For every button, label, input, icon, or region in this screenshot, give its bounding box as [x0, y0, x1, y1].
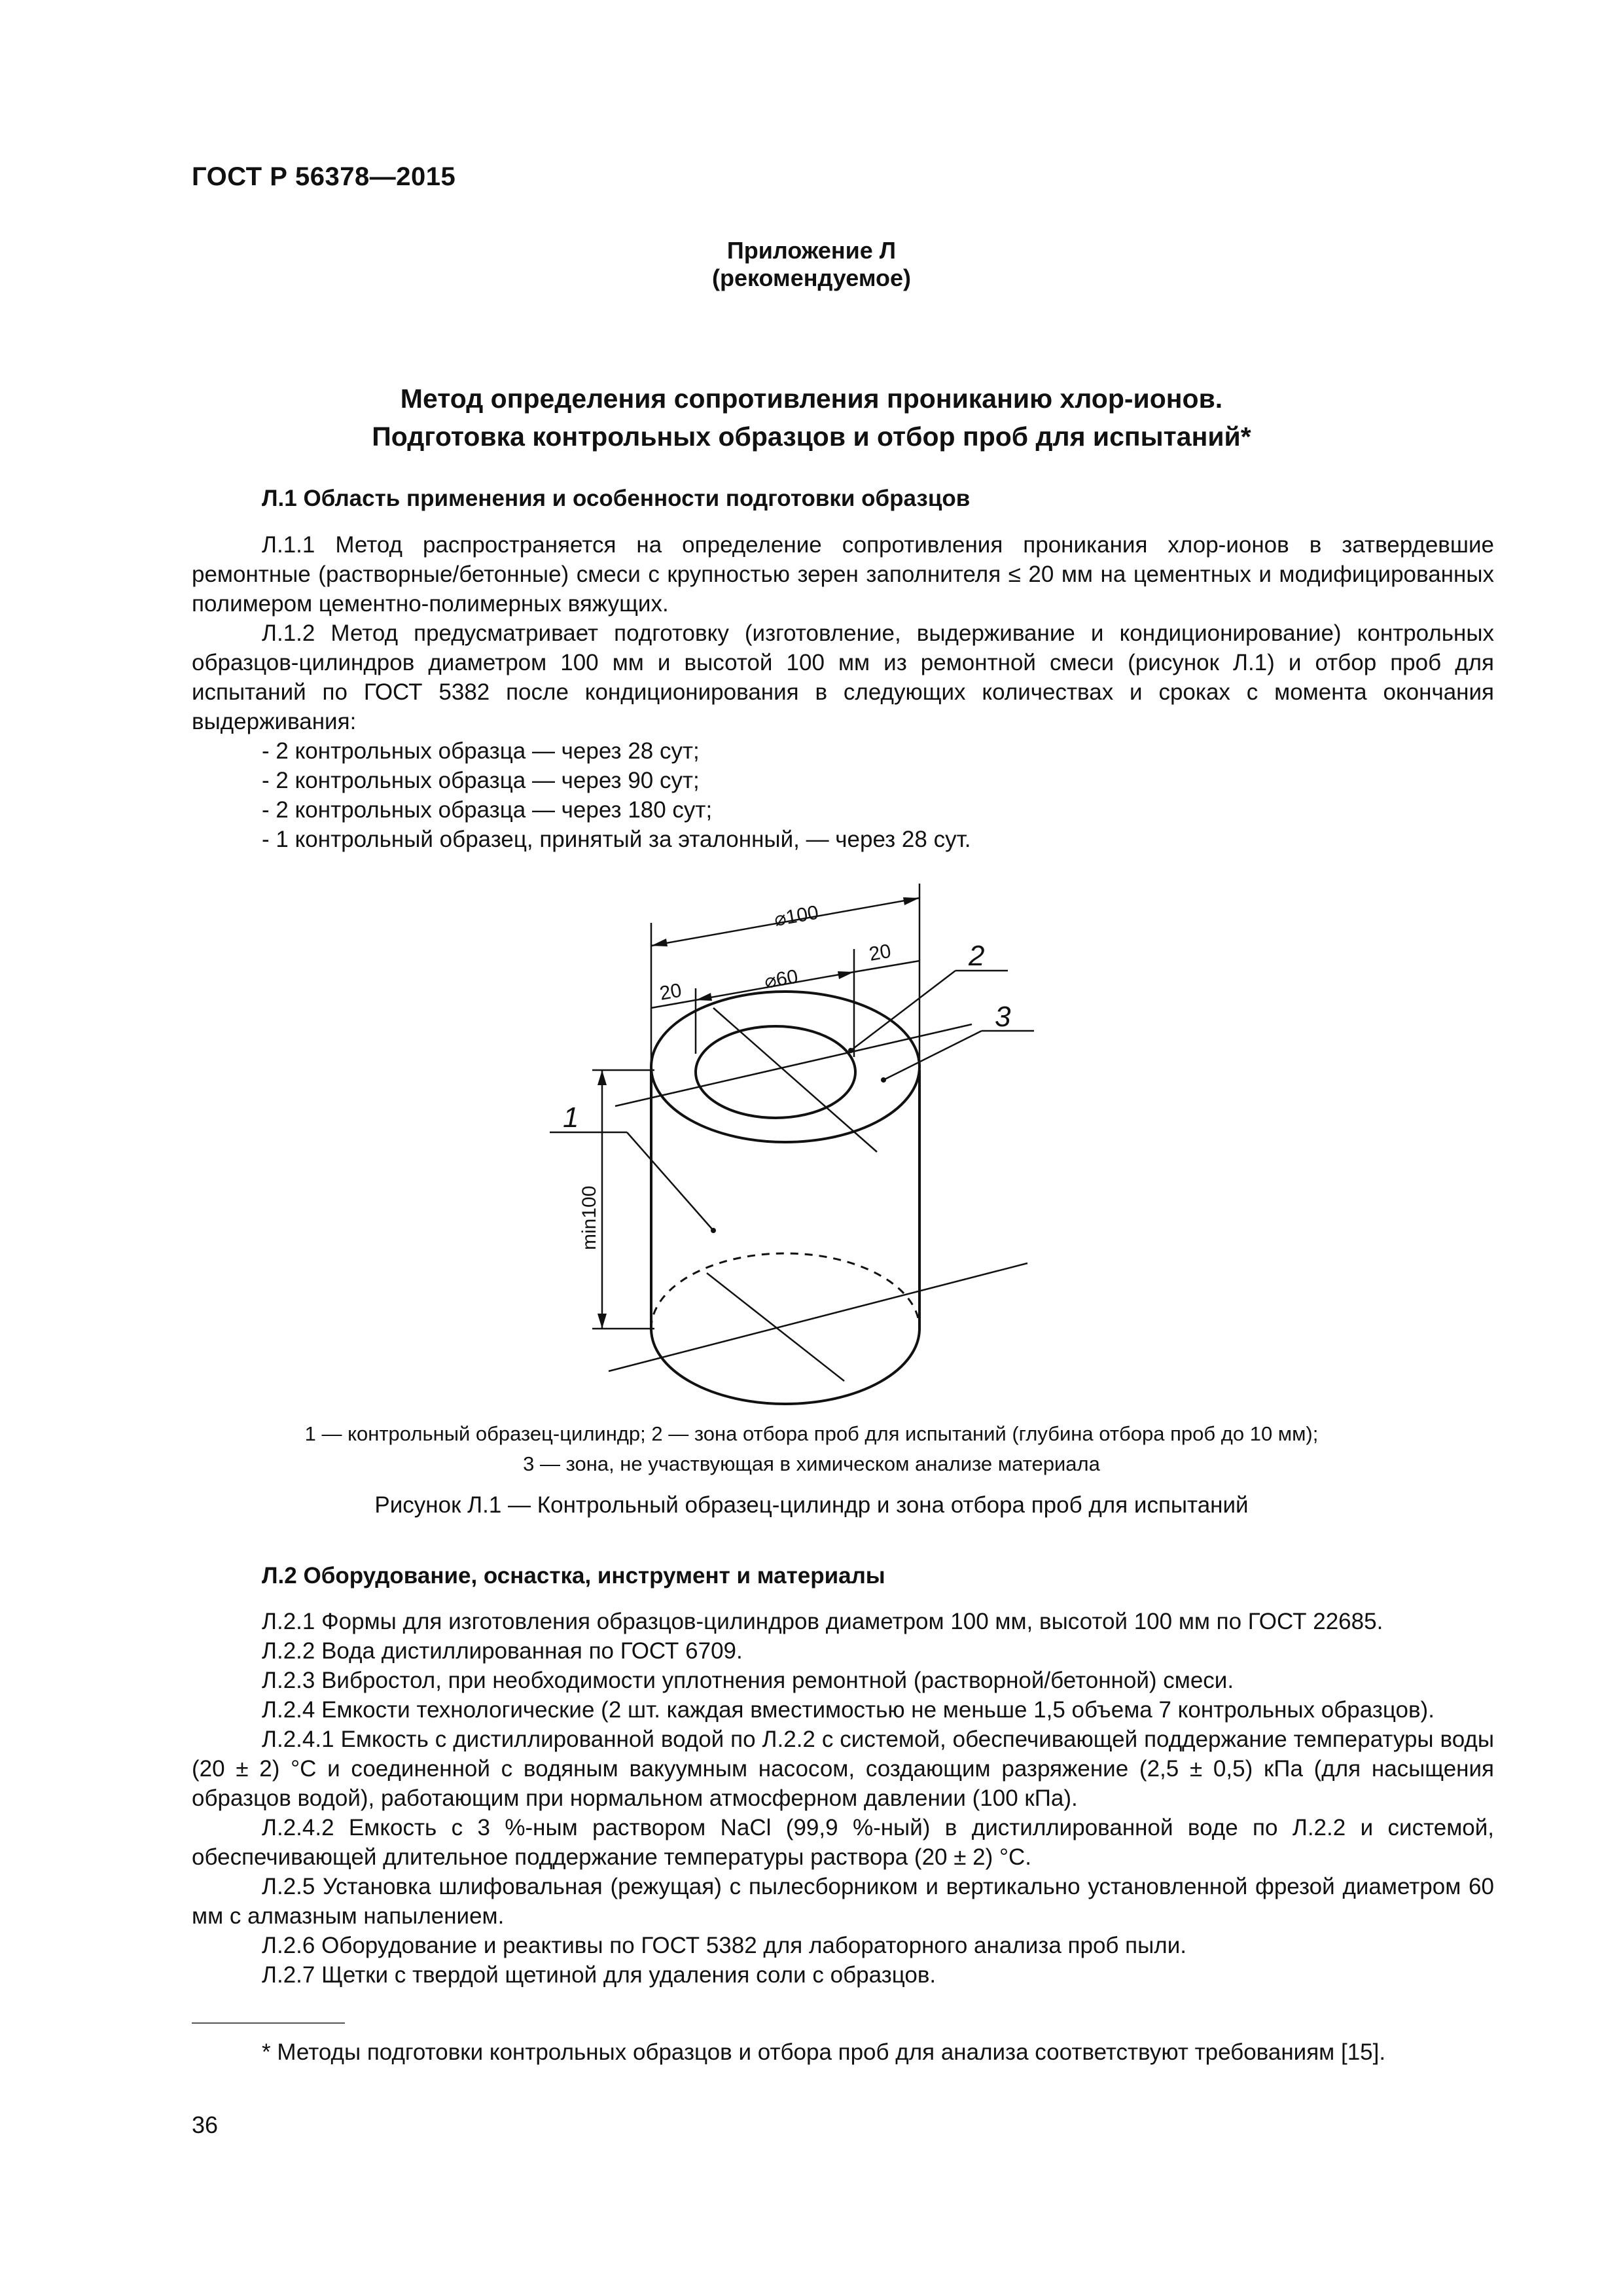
arrow-height-top — [597, 1070, 607, 1085]
axis-line-bottom-cross — [707, 1273, 844, 1381]
item-l-2-7: Л.2.7 Щетки с твердой щетиной для удаления соли с образцов. — [262, 1962, 936, 1988]
footnote-divider — [192, 2022, 345, 2024]
figure-caption: Рисунок Л.1 — Контрольный образец-цилиндр и зона отбора проб для испытаний — [374, 1492, 1249, 1518]
page-title — [0, 380, 1623, 456]
cylinder-drawing — [563, 884, 1086, 1394]
leader-2 — [851, 971, 955, 1050]
list-item: - 2 контрольных образца — через 180 сут; — [262, 797, 713, 823]
appendix-heading — [0, 237, 1623, 292]
leader-3 — [883, 1031, 982, 1080]
axis-line-bottom — [609, 1263, 1027, 1371]
paragraph-l-1-1: Л.1.1 Метод распространяется на определение сопротивления проникания хлор-ионов в затвердевшие ремонтные (растворные/бетонные) смеси с крупностью зерен заполнителя ≤ 20 мм на цементных и модифицированных полимером цементно-полимерных вяжущих. — [192, 532, 1494, 617]
marker-point-2 — [848, 1048, 853, 1053]
paragraph-l-2-5: Л.2.5 Установка шлифовальная (режущая) с пылесборником и вертикально установленной фрезой диаметром 60 мм с алмазным напылением. — [192, 1874, 1494, 1929]
arrow-outer-left — [651, 939, 668, 946]
item-l-2-4: Л.2.4 Емкости технологические (2 шт. каждая вместимостью не меньше 1,5 объема 7 контрольных образцов). — [262, 1697, 1435, 1723]
paragraph-l-2-4-2: Л.2.4.2 Емкость с 3 %-ным раствором NaCl (99,9 %-ный) в дистиллированной воде по Л.2.2 и системой, обеспечивающей длительное поддержание температуры раствора (20 ± 2) °С. — [192, 1815, 1494, 1870]
list-item: - 1 контрольный образец, принятый за эталонный, — через 28 сут. — [262, 827, 971, 852]
paragraph-l-1-2: Л.1.2 Метод предусматривает подготовку (изготовление, выдерживание и кондиционирование) контрольных образцов-цилиндров диаметром 100 мм и высотой 100 мм из ремонтной смеси (рисунок Л.1) и отбор проб для испытаний по ГОСТ 5382 после кондиционирования в следующих количествах и сроках с момента окончания выдерживания: — [192, 620, 1494, 734]
dim-height-label: min100 — [579, 1185, 600, 1250]
page-number: 36 — [192, 2111, 219, 2138]
cylinder-top-inner — [696, 1026, 855, 1118]
legend-line-2: 3 — зона, не участвующая в химическом анализе материала — [523, 1452, 1100, 1475]
dim-inner-label: ⌀60 — [762, 965, 800, 993]
dim-right-label: 20 — [867, 940, 893, 965]
legend-line-1: 1 — контрольный образец-цилиндр; 2 — зона отбора проб для испытаний (глубина отбора проб до 10 мм); — [304, 1422, 1319, 1445]
cylinder-figure — [563, 884, 1086, 1394]
item-l-2-6: Л.2.6 Оборудование и реактивы по ГОСТ 5382 для лабораторного анализа проб пыли. — [262, 1933, 1186, 1958]
footnote: * Методы подготовки контрольных образцов и отбора проб для анализа соответствуют требованиям [15]. — [262, 2039, 1386, 2065]
arrow-inner-left — [696, 993, 712, 1001]
item-l-2-1: Л.2.1 Формы для изготовления образцов-цилиндров диаметром 100 мм, высотой 100 мм по ГОСТ 22685. — [262, 1609, 1383, 1634]
item-l-2-3: Л.2.3 Вибростол, при необходимости уплотнения ремонтной (растворной/бетонной) смеси. — [262, 1668, 1234, 1693]
document-code: ГОСТ Р 56378—2015 — [192, 162, 456, 191]
list-item: - 2 контрольных образца — через 90 сут; — [262, 768, 700, 793]
appendix-status: (рекомендуемое) — [712, 264, 911, 291]
axis-line-cross — [713, 1008, 877, 1152]
leader-1 — [627, 1132, 713, 1230]
arrow-height-bottom — [597, 1314, 607, 1329]
appendix-label: Приложение Л — [726, 237, 897, 264]
sample-schedule-list — [262, 736, 971, 854]
dim-left-label: 20 — [658, 979, 684, 1005]
title-line-1: Метод определения сопротивления прониканию хлор-ионов. — [400, 384, 1223, 414]
section-1-heading: Л.1 Область применения и особенности подготовки образцов — [262, 486, 971, 511]
label-2: 2 — [969, 940, 985, 972]
marker-point-3 — [881, 1077, 886, 1083]
figure-legend — [0, 1419, 1623, 1479]
section-2-heading: Л.2 Оборудование, оснастка, инструмент и материалы — [262, 1563, 885, 1588]
title-line-2: Подготовка контрольных образцов и отбор проб для испытаний* — [372, 422, 1251, 452]
list-item: - 2 контрольных образца — через 28 сут; — [262, 738, 700, 764]
marker-point-1 — [711, 1228, 716, 1233]
paragraph-l-2-4-1: Л.2.4.1 Емкость с дистиллированной водой по Л.2.2 с системой, обеспечивающей поддержание температуры воды (20 ± 2) °С и соединенной с водяным вакуумным насосом, создающим разряжение (2,5 ± 0,5) кПа (для насыщения образцов водой), работающим при нормальном атмосферном давлении (100 кПа). — [192, 1727, 1494, 1811]
cylinder-bottom-front — [651, 1329, 919, 1404]
label-1: 1 — [563, 1102, 579, 1134]
item-l-2-2: Л.2.2 Вода дистиллированная по ГОСТ 6709. — [262, 1638, 743, 1664]
dim-outer-label: ⌀100 — [772, 901, 821, 931]
arrow-outer-right — [903, 897, 919, 905]
cylinder-bottom-hidden — [651, 1253, 919, 1329]
label-3: 3 — [995, 1001, 1011, 1033]
arrow-inner-right — [838, 971, 854, 979]
